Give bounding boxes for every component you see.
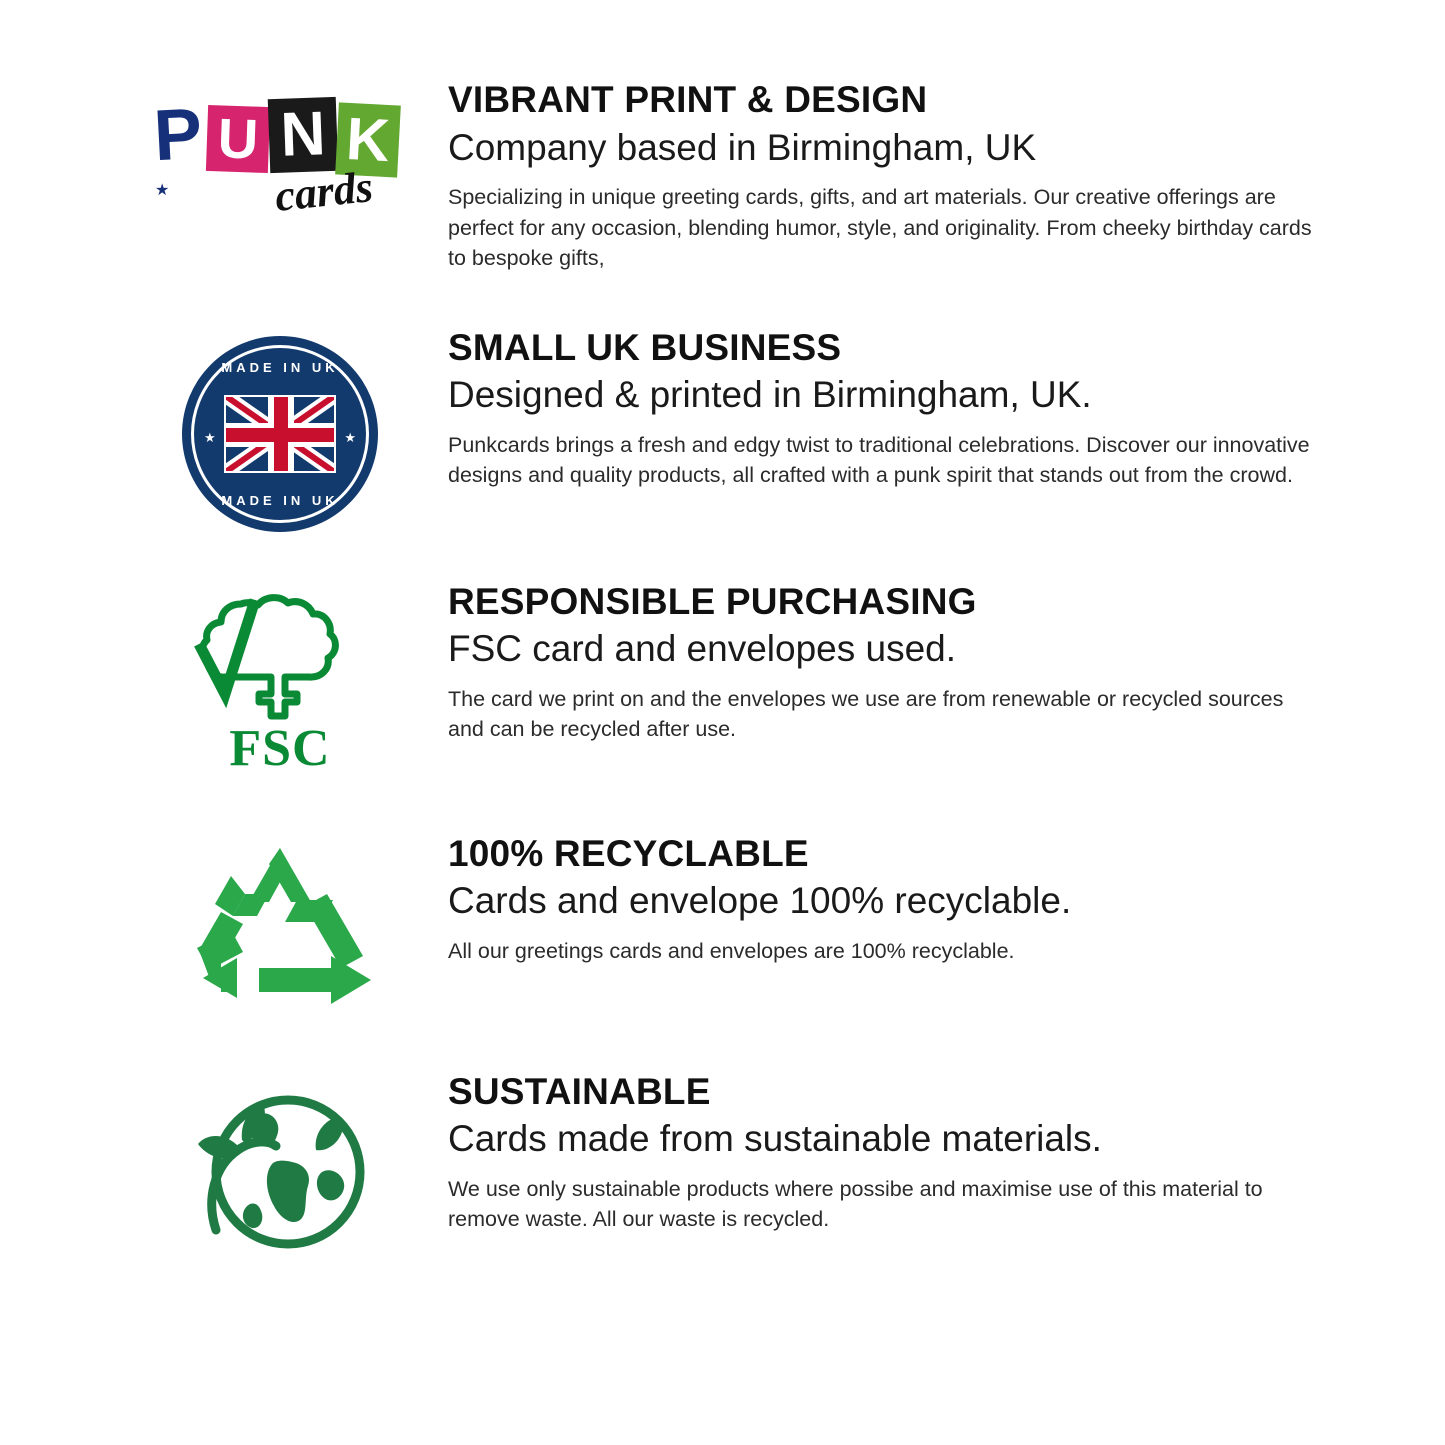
recycle-arrows-icon	[120, 832, 440, 1012]
feature-row-vibrant-print-design	[120, 78, 1325, 274]
feature-row-small-uk-business	[120, 326, 1325, 532]
feature-subtitle: FSC card and envelopes used.	[448, 628, 957, 670]
feature-text	[440, 326, 1325, 491]
feature-text	[440, 78, 1325, 274]
badge-star-left-icon: ★	[204, 429, 216, 445]
feature-subtitle: Company based in Birmingham, UK	[448, 126, 1037, 168]
logo-letter-p: P	[151, 93, 205, 177]
badge-top-text: MADE IN UK	[221, 359, 339, 375]
feature-text	[440, 1070, 1325, 1235]
feature-title: SUSTAINABLE	[448, 1070, 711, 1112]
feature-title: 100% RECYCLABLE	[448, 832, 809, 874]
made-in-uk-badge	[120, 326, 440, 532]
feature-text	[440, 832, 1325, 967]
feature-body: Specializing in unique greeting cards, gifts, and art materials. Our creative offerings are perfect for any occasion, blending humor, style, and originality. From cheeky birthday cards to bespoke gifts,	[448, 185, 1318, 271]
feature-subtitle: Cards and envelope 100% recyclable.	[448, 880, 1072, 922]
fsc-label: FSC	[229, 719, 331, 777]
feature-row-responsible-purchasing	[120, 580, 1325, 780]
union-jack-flag-icon	[224, 395, 336, 473]
feature-body: All our greetings cards and envelopes are 100% recyclable.	[448, 938, 1015, 963]
feature-title: SMALL UK BUSINESS	[448, 326, 842, 368]
logo-star-icon: ★	[155, 182, 170, 199]
mobius-recycle-icon	[185, 842, 375, 1007]
feature-title: VIBRANT PRINT & DESIGN	[448, 79, 928, 120]
badge-star-right-icon: ★	[344, 429, 356, 445]
badge-bottom-text: MADE IN UK	[221, 492, 339, 508]
feature-subtitle: Cards made from sustainable materials.	[448, 1118, 1102, 1160]
feature-row-sustainable	[120, 1070, 1325, 1260]
logo-letter-n: N	[268, 97, 339, 173]
logo-wordmark: cards	[272, 162, 376, 221]
earth-with-leaf-icon	[180, 1080, 380, 1260]
feature-body: The card we print on and the envelopes we use are from renewable or recycled sources and can be recycled after use.	[448, 686, 1290, 742]
feature-body: We use only sustainable products where possibe and maximise use of this material to remove waste. All our waste is recycled.	[448, 1176, 1269, 1232]
logo-letter-u: U	[206, 105, 270, 173]
globe-leaf-icon	[120, 1070, 440, 1260]
fsc-tree-icon	[120, 580, 440, 780]
punkcards-logo	[120, 78, 440, 221]
feature-text	[440, 580, 1325, 745]
feature-subtitle: Designed & printed in Birmingham, UK.	[448, 374, 1092, 416]
fsc-tree-checkmark-icon	[185, 590, 375, 730]
feature-body: Punkcards brings a fresh and edgy twist to traditional celebrations. Discover our innovative designs and quality products, all crafted with a punk spirit that stands out from the crowd.	[448, 432, 1316, 488]
feature-row-recyclable	[120, 832, 1325, 1012]
feature-title: RESPONSIBLE PURCHASING	[448, 580, 977, 622]
logo-letter-k: K	[335, 102, 401, 177]
